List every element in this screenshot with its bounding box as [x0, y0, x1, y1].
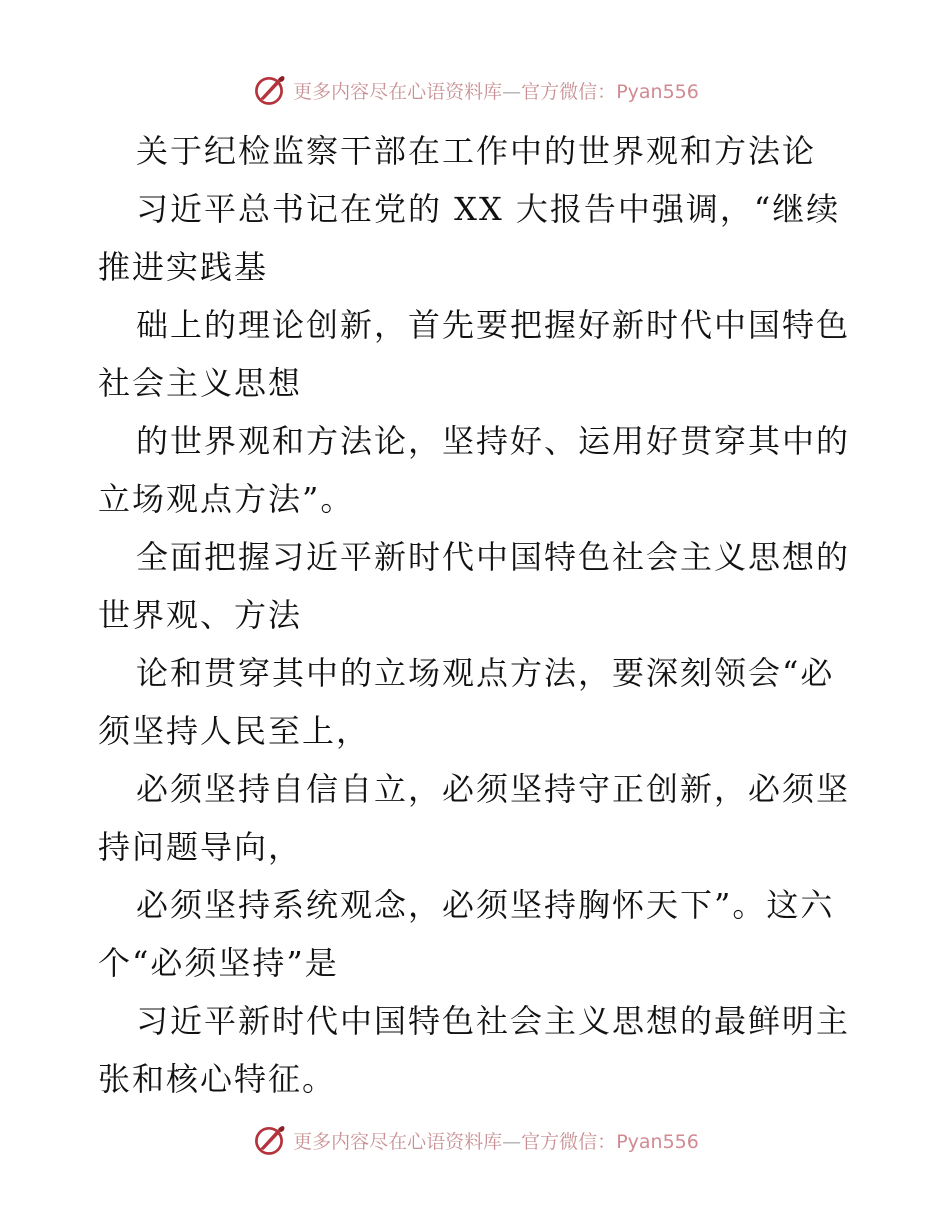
paragraph-line: 论和贯穿其中的立场观点方法，要深刻领会“必: [136, 654, 835, 692]
watermark-main: 更多内容尽在心语资料库: [293, 1130, 503, 1153]
paragraph-line: 必须坚持自信自立，必须坚持守正创新，必须坚: [136, 770, 851, 808]
watermark-tail: 官方微信：: [521, 80, 617, 103]
paragraph-line: 世界观、方法: [98, 596, 303, 634]
paragraph-line: 个“必须坚持”是: [98, 944, 339, 982]
watermark-main: 更多内容尽在心语资料库: [293, 80, 503, 103]
quill-logo-icon: [251, 72, 287, 108]
paragraph-line: 推进实践基: [98, 248, 269, 286]
paragraph-line: 张和核心特征。: [98, 1060, 337, 1098]
document-body: [98, 122, 858, 1108]
paragraph-line: 的世界观和方法论，坚持好、运用好贯穿其中的: [136, 422, 851, 460]
paragraph-line: 立场观点方法”。: [98, 480, 355, 518]
watermark-code: Pyan556: [616, 80, 699, 103]
paragraph-line: 社会主义思想: [98, 364, 303, 402]
watermark-text: [293, 77, 699, 104]
paragraph-line: 全面把握习近平新时代中国特色社会主义思想的: [136, 538, 851, 576]
paragraph-line: 习近平总书记在党的 XX 大报告中强调，“继续: [136, 190, 841, 228]
watermark-text: [293, 1127, 699, 1154]
footer-watermark: [0, 1120, 950, 1160]
paragraph-line: 习近平新时代中国特色社会主义思想的最鲜明主: [136, 1002, 851, 1040]
quill-logo-icon: [251, 1122, 287, 1158]
paragraph-line: 持问题导向，: [98, 828, 303, 866]
paragraph-line: 须坚持人民至上，: [98, 712, 371, 750]
watermark-dash: —: [502, 80, 522, 103]
header-watermark: [0, 70, 950, 110]
document-title: 关于纪检监察干部在工作中的世界观和方法论: [136, 132, 817, 170]
paragraph-line: 础上的理论创新，首先要把握好新时代中国特色: [136, 306, 851, 344]
watermark-code: Pyan556: [616, 1130, 699, 1153]
paragraph-line: 必须坚持系统观念，必须坚持胸怀天下”。这六: [136, 886, 835, 924]
watermark-dash: —: [502, 1130, 522, 1153]
watermark-tail: 官方微信：: [521, 1130, 617, 1153]
